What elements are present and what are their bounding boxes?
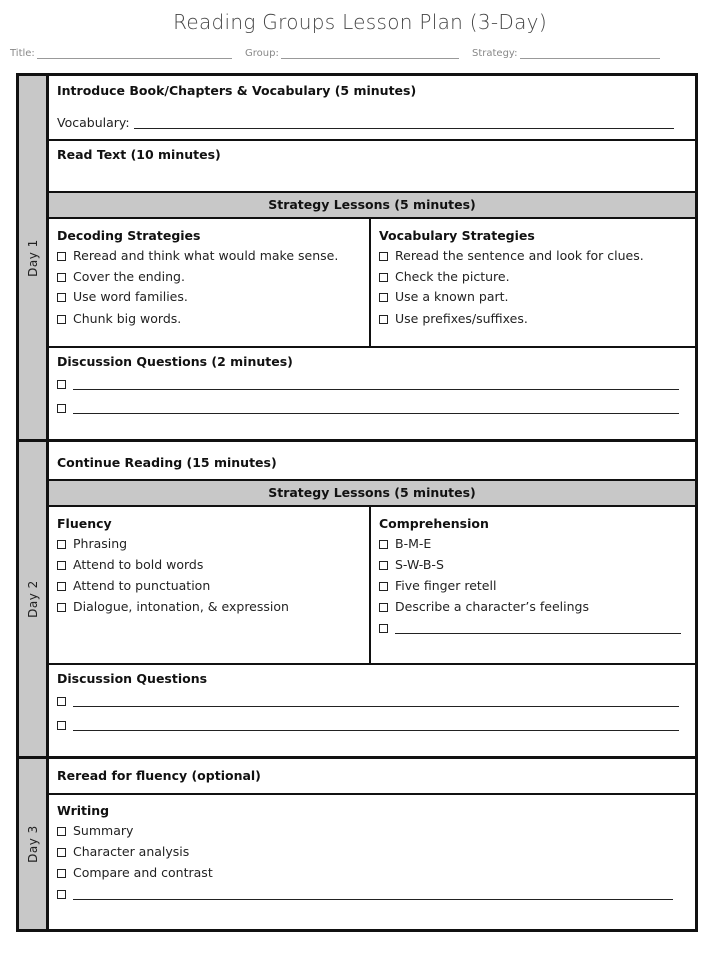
group-field-label: Group: bbox=[245, 48, 279, 59]
vocabulary-line[interactable] bbox=[134, 128, 674, 129]
checkbox-icon[interactable] bbox=[57, 603, 66, 612]
fluency-item[interactable]: Dialogue, intonation, & expression bbox=[57, 599, 289, 614]
checkbox-icon[interactable] bbox=[379, 582, 388, 591]
checkbox-icon[interactable] bbox=[57, 540, 66, 549]
checkbox-icon[interactable] bbox=[379, 540, 388, 549]
decoding-item[interactable]: Reread and think what would make sense. bbox=[57, 248, 338, 263]
day2-discussion-heading: Discussion Questions bbox=[57, 671, 208, 686]
checkbox-icon[interactable] bbox=[57, 273, 66, 282]
comprehension-item[interactable]: Five finger retell bbox=[379, 578, 496, 593]
day2-continue-section bbox=[49, 442, 695, 480]
title-field-label: Title: bbox=[10, 48, 35, 59]
fluency-item[interactable]: Attend to punctuation bbox=[57, 578, 210, 593]
vocabulary-item[interactable]: Use prefixes/suffixes. bbox=[379, 311, 528, 326]
checkbox-icon[interactable] bbox=[57, 869, 66, 878]
checkbox-icon[interactable] bbox=[379, 624, 388, 633]
writing-item[interactable]: Summary bbox=[57, 823, 133, 838]
day1-read-section bbox=[49, 139, 695, 193]
strategy-field-label: Strategy: bbox=[472, 48, 518, 59]
day1-discussion-heading: Discussion Questions (2 minutes) bbox=[57, 354, 293, 369]
day3-sidebar bbox=[19, 759, 49, 929]
decoding-column bbox=[49, 219, 371, 346]
fluency-heading: Fluency bbox=[57, 516, 112, 531]
checkbox-icon[interactable] bbox=[57, 582, 66, 591]
checkbox-icon[interactable] bbox=[379, 252, 388, 261]
vocabulary-column bbox=[371, 219, 695, 346]
discussion-question-line[interactable] bbox=[57, 400, 679, 415]
day1-intro-heading: Introduce Book/Chapters & Vocabulary (5 minutes) bbox=[57, 83, 417, 98]
comprehension-heading: Comprehension bbox=[379, 516, 489, 531]
writing-item[interactable]: Character analysis bbox=[57, 844, 189, 859]
checkbox-icon[interactable] bbox=[57, 315, 66, 324]
day3-label: Day 3 bbox=[25, 825, 40, 863]
fluency-item[interactable]: Phrasing bbox=[57, 536, 127, 551]
decoding-item[interactable]: Use word families. bbox=[57, 289, 188, 304]
day1-sidebar bbox=[19, 76, 49, 439]
day3-section bbox=[19, 756, 695, 929]
day2-discussion-section bbox=[49, 663, 695, 759]
checkbox-icon[interactable] bbox=[379, 561, 388, 570]
checkbox-icon[interactable] bbox=[379, 273, 388, 282]
fluency-item[interactable]: Attend to bold words bbox=[57, 557, 203, 572]
checkbox-icon[interactable] bbox=[57, 721, 66, 730]
day1-read-heading: Read Text (10 minutes) bbox=[57, 147, 221, 162]
page-title: Reading Groups Lesson Plan (3-Day) bbox=[173, 10, 547, 34]
discussion-question-line[interactable] bbox=[57, 693, 679, 708]
title-field-line[interactable] bbox=[37, 48, 232, 59]
day1-strategies bbox=[49, 219, 695, 346]
title-field[interactable] bbox=[10, 48, 232, 59]
comprehension-item[interactable]: S-W-B-S bbox=[379, 557, 444, 572]
day2-section bbox=[19, 439, 695, 756]
decoding-heading: Decoding Strategies bbox=[57, 228, 201, 243]
checkbox-icon[interactable] bbox=[57, 890, 66, 899]
checkbox-icon[interactable] bbox=[57, 404, 66, 413]
strategy-field-line[interactable] bbox=[520, 48, 660, 59]
day3-reread-section bbox=[49, 759, 695, 793]
checkbox-icon[interactable] bbox=[57, 697, 66, 706]
day1-label: Day 1 bbox=[25, 238, 40, 277]
day1-discussion-section bbox=[49, 346, 695, 439]
day2-strategies bbox=[49, 507, 695, 663]
checkbox-icon[interactable] bbox=[379, 315, 388, 324]
decoding-item[interactable]: Cover the ending. bbox=[57, 269, 185, 284]
checkbox-icon[interactable] bbox=[57, 293, 66, 302]
checkbox-icon[interactable] bbox=[57, 561, 66, 570]
day2-continue-heading: Continue Reading (15 minutes) bbox=[57, 455, 277, 470]
writing-blank-line[interactable] bbox=[57, 886, 673, 901]
day1-section bbox=[19, 76, 695, 439]
group-field-line[interactable] bbox=[281, 48, 459, 59]
decoding-item[interactable]: Chunk big words. bbox=[57, 311, 181, 326]
checkbox-icon[interactable] bbox=[57, 827, 66, 836]
checkbox-icon[interactable] bbox=[57, 848, 66, 857]
checkbox-icon[interactable] bbox=[57, 380, 66, 389]
day2-label: Day 2 bbox=[25, 580, 40, 618]
writing-item[interactable]: Compare and contrast bbox=[57, 865, 213, 880]
checkbox-icon[interactable] bbox=[57, 252, 66, 261]
comprehension-item[interactable]: B-M-E bbox=[379, 536, 431, 551]
vocabulary-item[interactable]: Reread the sentence and look for clues. bbox=[379, 248, 644, 263]
discussion-question-line[interactable] bbox=[57, 376, 679, 391]
day3-reread-heading: Reread for fluency (optional) bbox=[57, 768, 261, 783]
day2-sidebar bbox=[19, 442, 49, 756]
day3-writing-section bbox=[49, 793, 695, 932]
comprehension-column bbox=[371, 507, 695, 663]
vocabulary-item[interactable]: Check the picture. bbox=[379, 269, 510, 284]
group-field[interactable] bbox=[245, 48, 459, 59]
writing-heading: Writing bbox=[57, 803, 110, 818]
vocabulary-field[interactable] bbox=[57, 115, 674, 130]
comprehension-item[interactable]: Describe a character’s feelings bbox=[379, 599, 589, 614]
checkbox-icon[interactable] bbox=[379, 603, 388, 612]
checkbox-icon[interactable] bbox=[379, 293, 388, 302]
discussion-question-line[interactable] bbox=[57, 717, 679, 732]
day1-intro-section bbox=[49, 76, 695, 139]
vocabulary-label: Vocabulary: bbox=[57, 115, 130, 130]
comprehension-blank-line[interactable] bbox=[379, 620, 681, 635]
fluency-column bbox=[49, 507, 371, 663]
lesson-plan-frame bbox=[16, 73, 698, 932]
day1-strategy-band: Strategy Lessons (5 minutes) bbox=[49, 191, 695, 219]
strategy-field[interactable] bbox=[472, 48, 660, 59]
vocabulary-strategies-heading: Vocabulary Strategies bbox=[379, 228, 535, 243]
vocabulary-item[interactable]: Use a known part. bbox=[379, 289, 509, 304]
day2-strategy-band: Strategy Lessons (5 minutes) bbox=[49, 479, 695, 507]
